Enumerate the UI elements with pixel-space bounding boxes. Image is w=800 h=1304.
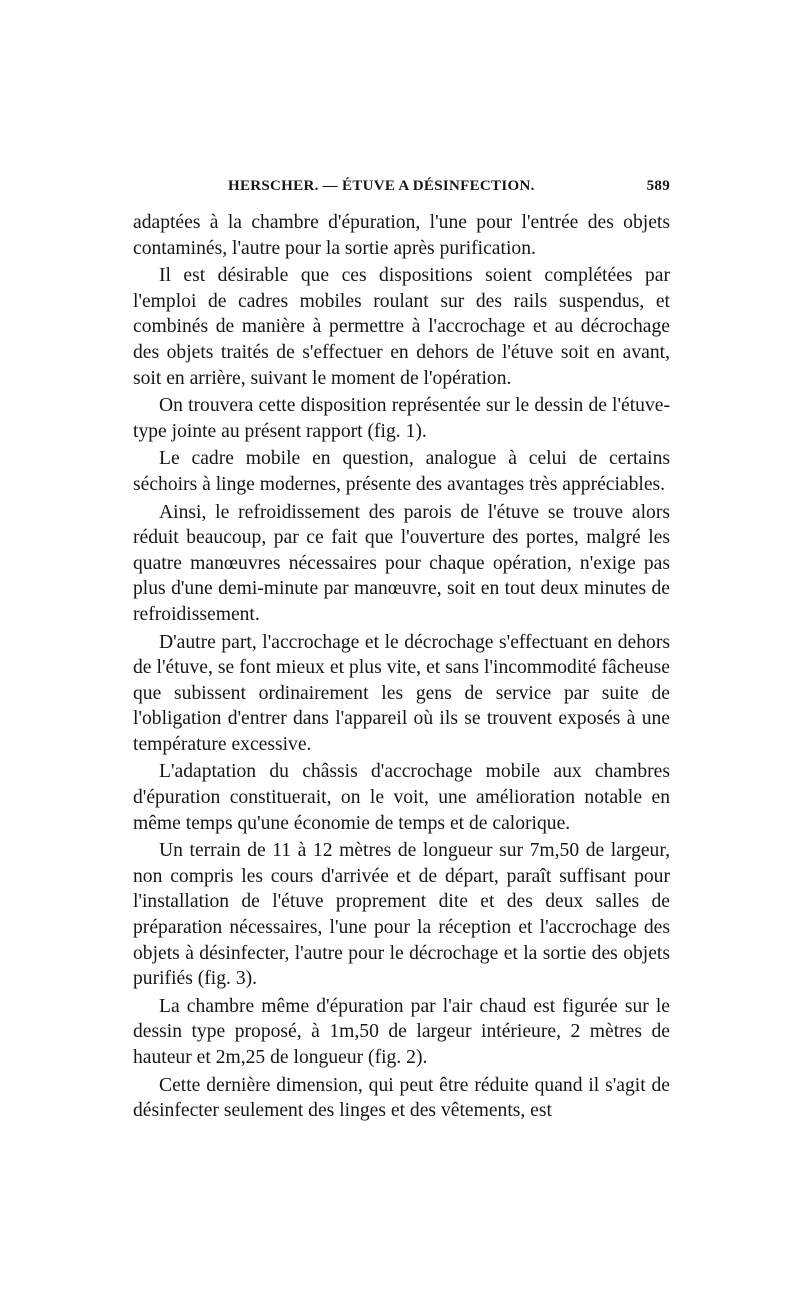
paragraph-accrochage: D'autre part, l'accrochage et le décrochage s'effectuant en dehors de l'étuve, se font mieux et plus vite, et sans l'incommodité fâcheuse que subissent ordinairement les gens de service par suite de l'obligation d'entrer dans l'appareil où ils se trouvent exposés à une température excessive. [133, 631, 670, 755]
paragraph-terrain: Un terrain de 11 à 12 mètres de longueur sur 7m,50 de largeur, non compris les cours d'arrivée et de départ, paraît suffisant pour l'installation de l'étuve proprement dite et des deux salles de préparation nécessaires, l'une pour la réception et l'accrochage des objets à désinfecter, l'autre pour le décrochage et la sortie des objets purifiés (fig. 3). [133, 840, 670, 990]
paragraph-adaptation: L'adaptation du châssis d'accrochage mobile aux chambres d'épuration constituerait, on le voit, une amélioration notable en même temps qu'une économie de temps et de calorique. [133, 761, 670, 834]
paragraph-disposition: On trouvera cette disposition représentée sur le dessin de l'étuve-type jointe au présent rapport (fig. 1). [133, 395, 670, 442]
running-header [133, 178, 670, 200]
paragraph-cadres-mobiles: Il est désirable que ces dispositions soient complétées par l'emploi de cadres mobiles roulant sur des rails suspendus, et combinés de manière à permettre à l'accrochage et au décrochage des objets traités de s'effectuer en dehors de l'étuve soit en avant, soit en arrière, suivant le moment de l'opération. [133, 265, 670, 389]
page-number: 589 [646, 178, 670, 194]
body-text [133, 210, 670, 1126]
paragraph-continued: adaptées à la chambre d'épuration, l'une pour l'entrée des objets contaminés, l'autre pour la sortie après purification. [133, 212, 670, 259]
paragraph-chambre: La chambre même d'épuration par l'air chaud est figurée sur le dessin type proposé, à 1m,50 de largeur intérieure, 2 mètres de hauteur et 2m,25 de longueur (fig. 2). [133, 995, 670, 1068]
paragraph-refroidissement: Ainsi, le refroidissement des parois de l'étuve se trouve alors réduit beaucoup, par ce fait que l'ouverture des portes, malgré les quatre manœuvres nécessaires pour chaque opération, n'exige pas plus d'une demi-minute par manœuvre, soit en tout deux minutes de refroidissement. [133, 501, 670, 625]
running-title: HERSCHER. — ÉTUVE A DÉSINFECTION. [228, 178, 535, 194]
paragraph-cadre-mobile: Le cadre mobile en question, analogue à celui de certains séchoirs à linge modernes, présente des avantages très appréciables. [133, 448, 670, 495]
paragraph-dimension: Cette dernière dimension, qui peut être réduite quand il s'agit de désinfecter seulement des linges et des vêtements, est [133, 1074, 670, 1122]
